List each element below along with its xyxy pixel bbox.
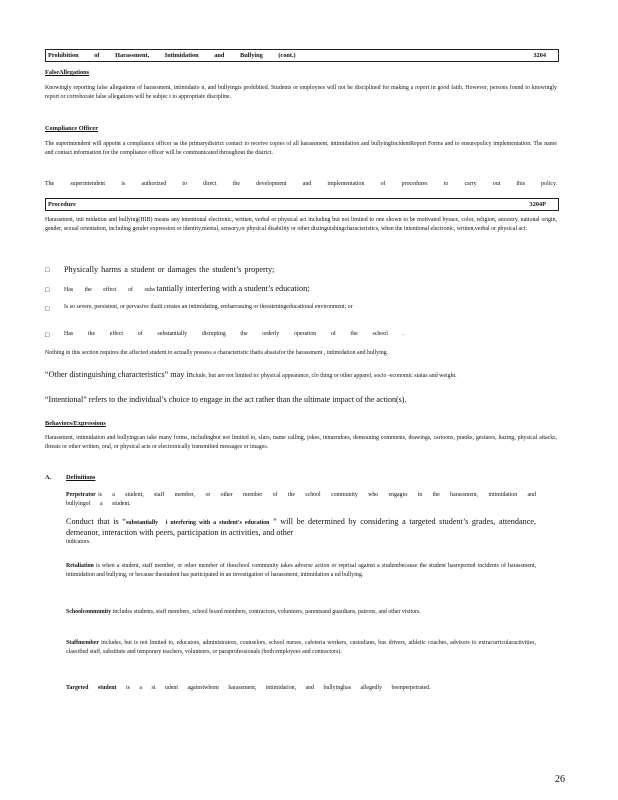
perpetrator-term: Perpetrator [66, 492, 96, 498]
targeted-student-term: student [97, 685, 117, 691]
retaliation-definition [66, 562, 536, 580]
targeted-student-definition [66, 684, 536, 693]
school-community-text: includes students, staff members, school board members, contractors, volunteers, parentsand guardians, patrons, and other visitors. [112, 609, 421, 615]
other-characteristics-rest: clude, but are not limited to: physical appearance, clo thing or other apparel, socio -economic status and weight. [192, 373, 457, 379]
compliance-officer-heading: Compliance Officer [45, 125, 98, 132]
bullet-item-part: Has the effect of subs [64, 287, 155, 293]
page-number: 26 [555, 774, 565, 785]
policy-header-box [45, 49, 559, 62]
conduct-part: indicators. [66, 539, 91, 545]
behaviors-text: Harassment, intimidation and bullyingcan take many forms, includingbut not limited to, slurs, name calling, jokes, innuendoes, demeaning comments, drawings, cartoons, pranks, gestures, hazing, physical attacks, threats or other written, oral, or physical acts or electronically transmitted messages or images. [45, 435, 557, 450]
staff-member-term: Staffmember [66, 640, 100, 646]
bullet-item: Has the effect of substantially disrupting the orderly operation of the school . [64, 331, 404, 337]
staff-member-text: includes, but is not limited to, educators, administrators, counselors, school nurses, cafeteria workers, custodians, bus drivers, athletic coaches, advisors to extracurricularactivities, classified staff, substitute and temporary teachers, volunteers, or paraprofessionals (both employees and contractors). [66, 640, 536, 655]
policy-code: 3204 [533, 52, 546, 59]
conduct-definition [66, 517, 536, 546]
bullet-marker: □ [45, 331, 50, 339]
nothing-requires-text: Nothing in this section requires the affected student to actually possess a characteristic thatis abasisfor the harassment , intimidation and bullying. [45, 350, 389, 356]
conduct-part: i nterfering with a student's education [165, 520, 270, 526]
perpetrator-text: is a student, staff member, or other member of the school community who engages in the harassment, intimidation and bullyingof a student. [66, 492, 536, 507]
staff-member-definition [66, 639, 536, 657]
false-allegations-heading: FalseAllegations [45, 69, 90, 76]
bullet-marker: □ [45, 286, 50, 294]
other-characteristics-text [45, 371, 557, 381]
bullet-item: Is so severe, persistent, or pervasive thatit creates an intimidating, embarrassing or threateningeducational environment; or [64, 304, 353, 310]
perpetrator-definition [66, 491, 536, 509]
conduct-part: Conduct that is “ [66, 517, 126, 526]
conduct-part: substantially [126, 520, 159, 526]
behaviors-heading: Behaviors/Expressions [45, 420, 106, 427]
targeted-student-term: Targeted [66, 685, 89, 691]
bullet-item: Physically harms a student or damages the student’s property; [64, 265, 275, 274]
retaliation-text: is when a student, staff member, or other member of theschool community takes adverse action or reprisal against a studentbecause the student hasreported incidents of harassment, intimidation and bullying, or because thestudent has participated in an investigation of harassment, intimidation a nd bullying. [66, 563, 536, 578]
school-community-definition [66, 608, 536, 617]
false-allegations-text: Knowingly reporting false allegations of harassment, intimidatio n, and bullyingis prohibited. Students or employees will not be disciplined for making a report in good faith. However, persons found to knowingly report or corroborate false allegations will be subjec t to appropriate discipline. [45, 85, 557, 100]
bullet-marker: □ [45, 266, 50, 274]
conduct-part: ” will be determined by considering a targeted student’s grades, attendance, demeanor, interaction with peers, participation in activities, and other [66, 517, 537, 537]
procedure-header-box [45, 198, 559, 211]
school-community-term: Schoolcommunity [66, 609, 112, 615]
bullet-item-part: tantially interfering with a student’s education; [156, 284, 310, 293]
intentional-definition: “Intentional” refers to the individual’s choice to engage in the act rather than the ultimate impact of the action(s). [45, 395, 407, 404]
compliance-authorization-text: The superintendent is authorized to direct the development and implementation of procedures to carry out this policy. [45, 181, 557, 187]
other-characteristics-lead: “Other distinguishing characteristics” may in [45, 370, 193, 379]
retaliation-term: Retaliation [66, 563, 94, 569]
bullet-marker: □ [45, 305, 50, 313]
procedure-title: Procedure [48, 201, 76, 208]
compliance-officer-text: The superintendent will appoint a compliance officer as the primarydistrict contact to receive copies of all harassment, intimidation and bullyingIncidentReport Forms and to ensurepolicy implementation. The name and contact information for the compliance officer will be communicated throughout the district. [45, 141, 557, 156]
policy-title: Prohibition of Harassment, Intimidation and Bullying (cont.) [48, 52, 296, 59]
definitions-heading: Definitions [66, 474, 96, 481]
targeted-student-text: is a st udent againstwhom harassment, intimidation, and bullyinghas allegedly beenperpetrated. [126, 685, 431, 691]
procedure-code: 3204P [529, 201, 546, 208]
definitions-letter: A. [45, 474, 52, 481]
hib-definition-text: Harassment, inti midation and bullying(HIB) means any intentional electronic, written, verbal or physical act including but not limited to one shown to be motivated byrace, color, religion, ancestry, national origin, gender, sexual orientation, including gender expression or identity,mental, sensory,or physical disability or other distinguishingcharacteristics, when the intentional electronic, written,verbal or physical act: [45, 217, 557, 232]
bullet-item [64, 285, 504, 295]
